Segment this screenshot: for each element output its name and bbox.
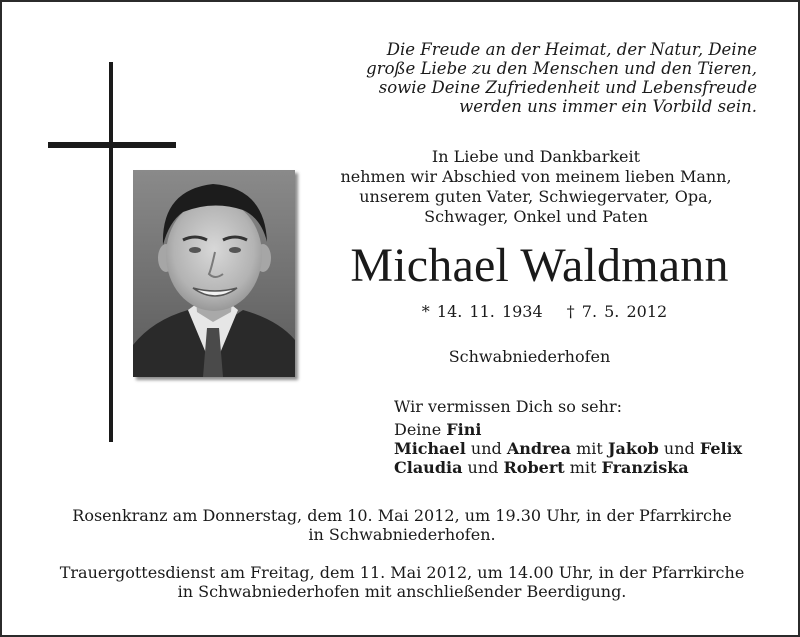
intro-line: In Liebe und Dankbarkeit: [431, 147, 641, 166]
poem-line: Die Freude an der Heimat, der Natur, Deine: [386, 40, 757, 59]
mourner-name: Andrea: [506, 439, 572, 458]
mourners-line-michael: Michael und Andrea mit Jakob und Felix: [394, 439, 743, 458]
mourners-line-wife: Deine Fini: [394, 420, 482, 439]
portrait-photo: [133, 170, 295, 377]
intro-line: nehmen wir Abschied von meinem lieben Mann,: [340, 167, 732, 186]
mourner-name: Michael: [394, 439, 466, 458]
intro-line: unserem guten Vater, Schwiegervater, Opa,: [359, 187, 713, 206]
funeral-line: Trauergottesdienst am Freitag, dem 11. Mai 2012, um 14.00 Uhr, in der Pfarrkirche: [59, 563, 745, 582]
memorial-poem: [342, 40, 757, 116]
cross-vertical-bar: [109, 62, 113, 442]
mourners-list: [394, 420, 742, 477]
miss-you-line: Wir vermissen Dich so sehr:: [394, 397, 622, 416]
mourner-name: Felix: [699, 439, 743, 458]
intro-line: Schwager, Onkel und Paten: [424, 207, 648, 226]
mourner-name: Jakob: [607, 439, 659, 458]
farewell-intro: [312, 147, 760, 227]
poem-line: große Liebe zu den Menschen und den Tieren,: [366, 59, 757, 78]
mourner-name: Claudia: [394, 458, 463, 477]
poem-line: sowie Deine Zufriedenheit und Lebensfreude: [378, 78, 757, 97]
mourner-name: Robert: [503, 458, 565, 477]
portrait-image: [133, 170, 295, 377]
birth-date: * 14. 11. 1934: [421, 302, 543, 321]
rosary-line: in Schwabniederhofen.: [308, 525, 496, 544]
mourners-line-claudia: Claudia und Robert mit Franziska: [394, 458, 689, 477]
death-date: † 7. 5. 2012: [566, 302, 668, 321]
rosary-announcement: [32, 506, 772, 544]
cross-horizontal-bar: [48, 142, 176, 148]
life-dates: [402, 302, 687, 321]
rosary-line: Rosenkranz am Donnerstag, dem 10. Mai 2012, um 19.30 Uhr, in der Pfarrkirche: [72, 506, 732, 525]
mourner-name: Franziska: [601, 458, 689, 477]
deceased-name: Michael Waldmann: [350, 239, 729, 292]
poem-line: werden uns immer ein Vorbild sein.: [459, 97, 757, 116]
funeral-line: in Schwabniederhofen mit anschließender Beerdigung.: [177, 582, 627, 601]
hometown: Schwabniederhofen: [448, 347, 611, 366]
funeral-service-announcement: [32, 563, 772, 601]
mourner-name: Fini: [446, 420, 482, 439]
